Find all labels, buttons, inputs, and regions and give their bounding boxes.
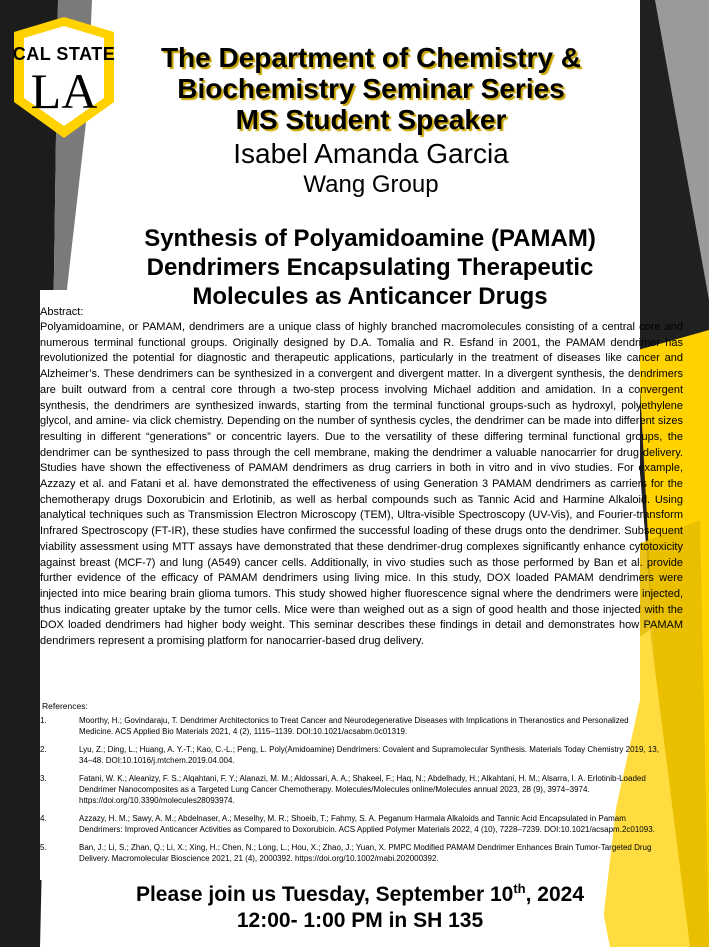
reference-number: 2.	[40, 745, 47, 754]
seminar-title-line2: Biochemistry Seminar Series	[177, 73, 565, 104]
reference-item	[40, 773, 662, 806]
abstract-label: Abstract:	[40, 306, 84, 318]
reference-text: Lyu, Z.; Ding, L.; Huang, A. Y.-T.; Kao, C.-L.; Peng, L. Poly(Amidoamine) Dendrimers: Covalent and Supramolecular Synthesis. Materials Today Chemistry 2019, 13, 34–48. DOI:10.1016/j.mtchem.2019.04.004.	[79, 745, 659, 765]
header	[116, 42, 626, 198]
event-details	[40, 876, 680, 934]
reference-number: 5.	[40, 843, 47, 852]
event-date	[40, 876, 680, 908]
references-list	[40, 715, 662, 871]
cal-state-la-logo	[8, 14, 120, 144]
reference-number: 3.	[40, 774, 47, 783]
speaker-name: Isabel Amanda Garcia	[233, 138, 509, 169]
event-time-location: 12:00- 1:00 PM in SH 135	[236, 909, 484, 932]
seminar-title-line1: The Department of Chemistry &	[160, 42, 582, 73]
logo-line1: CAL STATE	[12, 44, 116, 64]
references-label: References:	[42, 701, 88, 711]
reference-item	[40, 744, 662, 766]
event-date-year: , 2024	[525, 883, 585, 906]
reference-number: 4.	[40, 814, 47, 823]
reference-item	[40, 715, 662, 737]
reference-item	[40, 813, 662, 835]
reference-item	[40, 842, 662, 864]
reference-text: Moorthy, H.; Govindaraju, T. Dendrimer Architectonics to Treat Cancer and Neurodegenerative Diseases with Implications in Theranostics and Personalized Medicine. ACS Applied Bio Materials 2021, 4 (2), 1115–1139. DOI:10.1021/acsabm.0c01319.	[79, 716, 629, 736]
abstract-text: Polyamidoamine, or PAMAM, dendrimers are a unique class of highly branched macromolecules consisting of a central core and numerous terminal functional groups. Originally designed by D.A. Tomalia and R. Esfand in 2001, the PAMAM dendrimer has revolutionized the potential for diagnostic and therapeutic applications, particularly in the treatment of diseases like cancer and Alzheimer’s. These dendrimers can be synthesized in a convergent and divergent matter. In a divergent synthesis, the dendrimers are built outward from a central core through a two-step process involving Michael addition and amidation. In a convergent synthesis, the dendrimers are synthesized inwards, starting from the terminal functional groups-such as hydroxyl, polyethylene glycol, and amine- via click chemistry. Depending on the number of synthesis cycles, the dendrimer can be made into different sizes resulting in different “generations” or concentric layers. Due to the versatility of these differing terminal functional groups, the dendrimer can be synthesized to pass through the cell membrane, making the dendrimer a valuable nanocarrier for drug delivery. Studies have shown the effectiveness of PAMAM dendrimers as drug carriers in both in vitro and in vivo studies. For example, Azzazy et al. and Fatani et al. have demonstrated the effectiveness of using Generation 3 PAMAM dendrimers as carriers for the chemotherapy drugs Doxorubicin and Erlotinib, as well as herbal compounds such as Tannic Acid and Harmine Alkaloid. Using analytical techniques such as Transmission Electron Microscopy (TEM), Ultra-visible Spectroscopy (UV-Vis), and Fourier-transform Infrared Spectroscopy (FT-IR), these studies have confirmed the successful loading of these drugs onto the dendrimer. Subsequent viability assessment using MTT assays have demonstrated that these dendrimer-drug complexes significantly enhance cytotoxicity against breast (MCF-7) and lung (A549) cancer cells. Additionally, in vivo studies such as those performed by Ban et al. provide further evidence of the efficacy of PAMAM dendrimers using living mice. In this study, DOX loaded PAMAM dendrimers were injected into mice bearing brain glioma tumors. This study showed higher fluorescence signal where the dendrimers were injected, thus indicating greater uptake by the tumor cells. Mice were than weighed out as a sign of good health and those injected with the DOX loaded dendrimers had higher body weight. This seminar describes these findings in detail and demonstrates how PAMAM dendrimers represent a promising platform for nanocarrier-based drug delivery.	[40, 321, 683, 648]
research-group: Wang Group	[303, 171, 439, 198]
event-date-main: Please join us Tuesday, September 10	[135, 883, 514, 906]
talk-title: Synthesis of Polyamidoamine (PAMAM) Dendrimers Encapsulating Therapeutic Molecules as Anticancer Drugs	[144, 225, 596, 310]
event-date-suffix: th	[513, 881, 526, 896]
reference-text: Ban, J.; Li, S.; Zhan, Q.; Li, X.; Xing, H.; Chen, N.; Long, L.; Hou, X.; Zhao, J.; Yuan, X. PMPC Modified PAMAM Dendrimer Enhances Brain Tumor-Targeted Drug Delivery. Macromolecular Bioscience 2021, 21 (4), 2000392. https://doi.org/10.1002/mabi.202000392.	[79, 843, 652, 863]
logo-line2: LA	[30, 63, 98, 119]
reference-text: Fatani, W. K.; Aleanizy, F. S.; Alqahtani, F. Y.; Alanazi, M. M.; Aldossari, A. A.; Shakeel, F.; Haq, N.; Abdelhady, H.; Alkahtani, H. M.; Alsarra, I. A. Erlotinib-Loaded Dendrimer Nanocomposites as a Targeted Lung Cancer Chemotherapy. Molecules/Molecules online/Molecules annual 2023, 28 (9), 3974–3974. https://doi.org/10.3390/molecules28093974.	[79, 774, 646, 805]
seminar-title-line3: MS Student Speaker	[235, 104, 507, 135]
reference-text: Azzazy, H. M.; Sawy, A. M.; Abdelnaser, A.; Meselhy, M. R.; Shoeib, T.; Fahmy, S. A. Peganum Harmala Alkaloids and Tannic Acid Encapsulated in Pamam Dendrimers: Improved Anticancer Activities as Compared to Doxorubicin. ACS Applied Polymer Materials 2022, 4 (10), 7228–7239. DOI:10.1021/acsapm.2c01093.	[79, 814, 655, 834]
reference-number: 1.	[40, 716, 47, 725]
